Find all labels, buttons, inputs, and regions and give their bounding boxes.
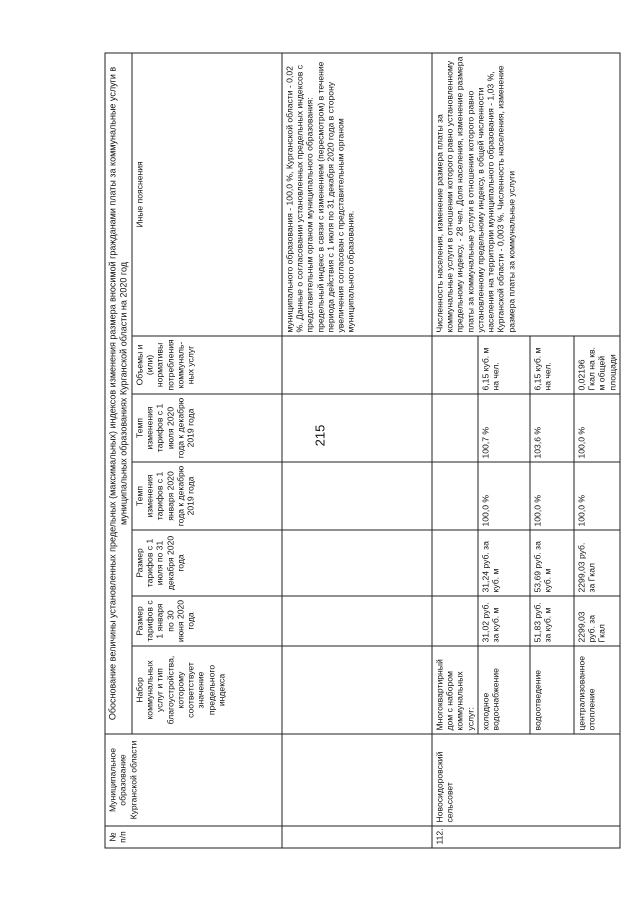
service-name: централизованное отопление [574,646,620,734]
entry-housing-type: Многоквартирный дом с набором коммунальных услуг: [432,646,478,734]
header-services-set: Набор коммунальных услуг и тип благоустройства, которому соответствует значение предельного индекса [132,646,282,734]
volume: 0,02196 Гкал на кв. м общей площади [574,336,620,394]
header-num: № п/п [105,826,282,848]
entry-notes: Численность населения, изменение размера платы за коммунальные услуги в отношении которого равно установленному предельному индексу, - 28 чел. Доля населения, изменение размера платы за коммунальные услуги в отношении которого равно установленному предельному индексу, в общей численности населения на территории муниципального образования - 1,03 %, Курганской области - 0,003 %. Численность населения, изменение размера платы за коммунальные услуги [432,53,621,336]
growth-jul: 100,0 % [574,394,620,462]
tariff-table [105,52,621,848]
growth-jan: 100,0 % [574,462,620,530]
header-notes: Иные пояснения [132,53,282,336]
tariff-jul: 2299,03 руб. за Гкал [574,530,620,596]
header-tariff-jul: Размер тарифов с 1 июля по 31 декабря 2020 года [132,530,282,596]
entry-municipality: Новосидоровский сельсовет [432,734,621,826]
header-growth-jan: Темп изменения тарифов с 1 января 2020 года к декабрю 2019 года [132,462,282,530]
page-number: 215 [312,424,328,447]
header-row-1 [105,53,132,848]
entry-head-row [432,53,478,848]
header-justification: Обоснование величины установленных предельных (максимальных) индексов изменения размера вносимой гражданами платы за коммунальные услуги в муниципальных образованиях Курганской области на 2020 год [105,53,132,734]
tariff-jul: 31,24 руб. за куб. м [478,530,530,596]
continuation-row [282,53,432,848]
header-row-2 [132,53,282,848]
growth-jul: 103,6 % [530,394,574,462]
service-name: холодное водоснабжение [478,646,530,734]
growth-jul: 100,7 % [478,394,530,462]
tariff-jan: 31,02 руб. за куб. м [478,596,530,646]
volume: 6,15 куб. м на чел. [478,336,530,394]
service-name: водоотведение [530,646,574,734]
header-tariff-jan: Размер тарифов с 1 января по 30 июня 2020 года [132,596,282,646]
header-municipality: Муниципальное образование Курганской области [105,734,282,826]
header-growth-jul: Темп изменения тарифов с 1 июля 2020 года к декабрю 2019 года [132,394,282,462]
header-volumes: Объемы и (или) нормативы потребления коммуналь-ных услуг [132,336,282,394]
tariff-jan: 2299,03 руб. за Гкал [574,596,620,646]
tariff-jul: 53,69 руб. за куб. м [530,530,574,596]
rotated-table-frame [105,54,618,849]
volume: 6,15 куб. м на чел. [530,336,574,394]
tariff-jan: 51,83 руб. за куб. м [530,596,574,646]
continuation-note: муниципального образования - 100,0 %, Курганской области - 0,02 %. Данные о согласовании установленных предельных индексов с представительным органом муниципального образования: предельный индекс в связи с изменением (пересмотром) в течение периода действия с 1 июля по 31 декабря 2020 года в сторону увеличения согласован с представительным органом муниципального образования. [282,53,432,336]
growth-jan: 100,0 % [530,462,574,530]
entry-num: 112. [432,826,621,848]
growth-jan: 100,0 % [478,462,530,530]
